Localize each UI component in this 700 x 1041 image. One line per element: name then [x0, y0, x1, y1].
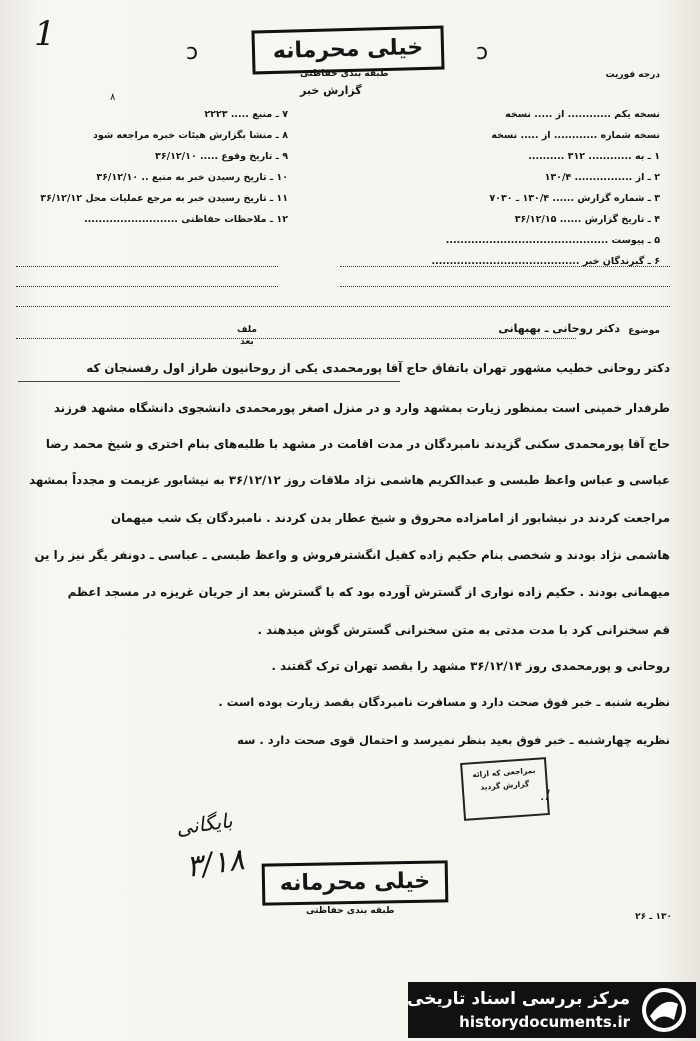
handwritten-page-number: 1: [34, 14, 56, 54]
archive-url: historydocuments.ir: [459, 1013, 630, 1031]
scribble-mark: ٨: [110, 92, 116, 103]
body-line: هاشمی نژاد بودند و شخصی بنام حکیم زاده کفیل انگشترفروش و واعظ طبسی ـ عباسی ـ دونفر یگر نیز را ین: [34, 548, 670, 562]
body-line: مراجعت کردند در نیشابور از امامزاده محروق و شیخ عطار بدن کردند . نامبردگان یک شب میهمان: [111, 511, 670, 525]
handwritten-annotation: ا.: [540, 788, 549, 804]
archive-name: مرکز بررسی اسناد تاریخی: [407, 989, 630, 1009]
header-left-row: ۱۰ ـ تاریخ رسیدن خبر به منبع .. ۳۶/۱۲/۱۰: [96, 172, 288, 183]
header-right-row: ۱ ـ به ............ ۳۱۲ ..........: [528, 151, 660, 162]
source-watermark: [408, 982, 696, 1038]
scribble-mark: ɔ: [476, 40, 489, 65]
priority-label: درجه فوریت: [605, 70, 660, 80]
header-left-row: ۷ ـ منبع ..... ۲۲۲۳: [204, 109, 288, 120]
body-line: عباسی و عباس واعظ طبسی و عبدالکریم هاشمی نژاد ملاقات روز ۳۶/۱۲/۱۲ به نیشابور عزیمت و مجدداً بمشهد: [29, 473, 670, 487]
top-classification-stamp: خیلی محرمانه: [251, 25, 444, 74]
scribble-mark: ɔ: [186, 40, 199, 65]
document-code: ۱۳۰ ـ ۲۶: [635, 912, 672, 922]
receipt-stamp: بمراجعی که ارائه گزارش گردید: [460, 757, 550, 821]
assessment-note: نظریه چهارشنبه ـ خبر فوق بعید بنظر نمیرسد و احتمال قوی صحت دارد . سه: [237, 733, 670, 747]
body-line: دکتر روحانی خطیب مشهور تهران باتفاق حاج آقا پورمحمدی یکی از روحانیون طراز اول رفسنجان که: [86, 361, 670, 375]
archive-logo-icon: [640, 986, 688, 1034]
bottom-classification-caption: طبقه بندی حفاظتی: [306, 906, 395, 916]
header-right-row: ۲ ـ از ................ ۱۳۰/۴: [544, 172, 660, 183]
header-left-row: ۹ ـ تاریخ وقوع ..... ۳۶/۱۲/۱۰: [155, 151, 288, 162]
header-left-row: ۱۱ ـ تاریخ رسیدن خبر به مرجع عملیات محل ۳۶/۱۲/۱۲: [40, 193, 288, 204]
handwritten-signature: بایگانی: [174, 808, 235, 840]
body-line: روحانی و پورمحمدی روز ۳۶/۱۲/۱۴ مشهد را بقصد تهران ترک گفتند .: [271, 659, 670, 673]
header-right-row: ۴ ـ تاریخ گزارش ...... ۳۶/۱۲/۱۵: [514, 214, 660, 225]
blank-line: [16, 286, 278, 287]
top-classification-caption: طبقه بندی حفاظتی: [300, 69, 389, 79]
underline: [18, 381, 400, 382]
bottom-classification-stamp: خیلی محرمانه: [262, 860, 449, 905]
header-left-row: ۸ ـ منشا بگزارش هیئات خبره مراجعه شود: [93, 130, 288, 141]
assessment-note: نظریه شنبه ـ خبر فوق صحت دارد و مسافرت نامبردگان بقصد زیارت بوده است .: [218, 695, 670, 709]
blank-line: [340, 286, 670, 287]
header-right-row: ۳ ـ شماره گزارش ...... ۱۳۰/۴ ـ ۷۰۳۰: [489, 193, 660, 204]
body-line: حاج آقا پورمحمدی سکنی گزیدند نامبردگان در مدت اقامت در مشهد با طلبه‌های بنام اختری و شیخ محمد رضا: [45, 437, 670, 451]
subject-line: [16, 338, 576, 339]
header-right-row: ۶ ـ گیرندگان خبر .........................................: [431, 256, 660, 267]
header-left-column: [10, 104, 288, 230]
subject-label: موضوع: [628, 326, 660, 336]
header-right-row: نسخه یکم ............ از ..... نسخه: [505, 109, 660, 120]
subject-value: دکتر روحانی ـ بهبهانی: [498, 322, 620, 335]
body-line: میهمانی بودند . حکیم زاده نواری از گسترش آورده بود که با گسترش بعد از جریان غریزه در مسجد اعظم: [67, 585, 670, 599]
header-right-row: ۵ ـ پیوست .............................................: [445, 235, 660, 246]
blank-line: [340, 266, 670, 267]
blank-line: [16, 266, 278, 267]
body-line: قم سخنرانی کرد با مدت مدتی به متن سخنرانی گسترش گوش میدهند .: [257, 623, 670, 637]
body-line: طرفدار خمینی است بمنظور زیارت بمشهد وارد و در منزل اصغر پورمحمدی دانشجوی دانشگاه مشهد فرزند: [53, 401, 670, 415]
handwritten-date: ۳/۱۸: [183, 842, 247, 885]
report-title: گزارش خبر: [300, 84, 362, 97]
header-left-row: ۱۲ ـ ملاحظات حفاظتی ..........................: [84, 214, 288, 225]
blank-line: [16, 306, 670, 307]
header-right-column: [370, 104, 660, 272]
margin-note: ملف بعد: [237, 325, 257, 347]
header-right-row: نسخه شماره ............ از ..... نسخه: [491, 130, 660, 141]
